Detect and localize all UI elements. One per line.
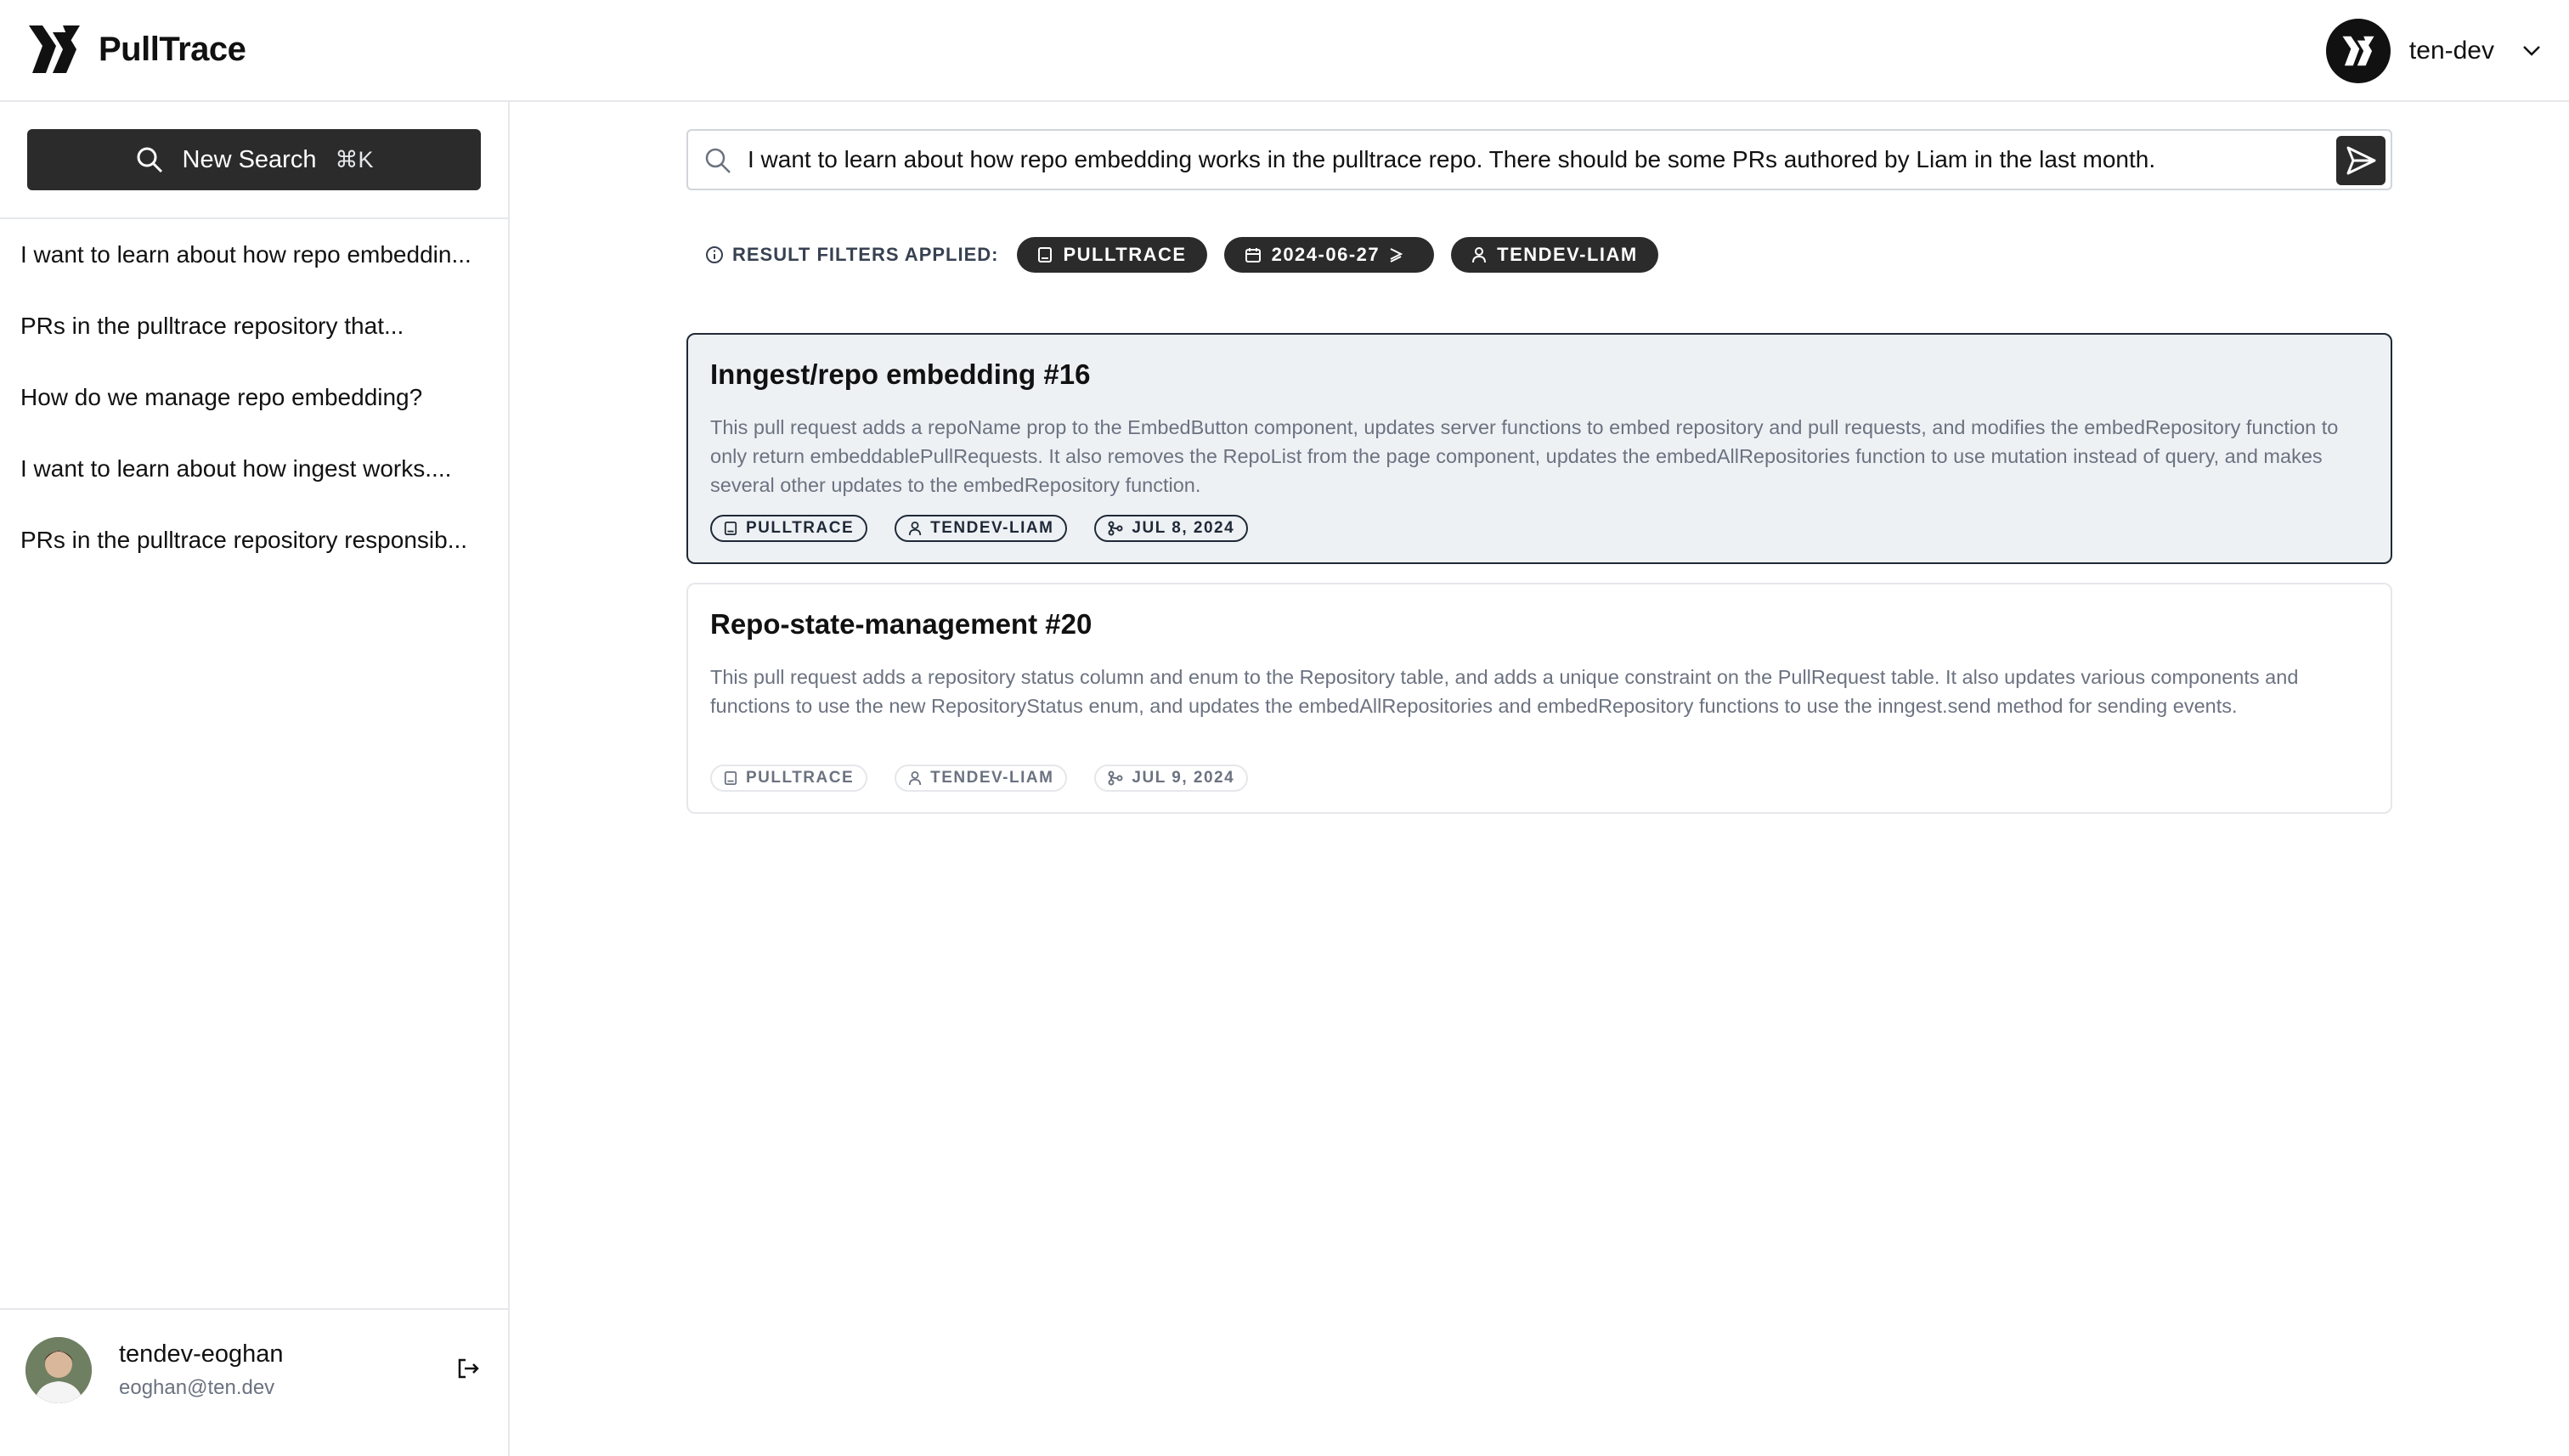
search-icon xyxy=(703,146,732,175)
tag-repo xyxy=(710,515,867,542)
result-tags xyxy=(710,765,1275,792)
tag-label: PULLTRACE xyxy=(746,519,855,537)
search-icon xyxy=(135,145,164,174)
history-item[interactable]: PRs in the pulltrace repository responsib... xyxy=(20,527,468,553)
search-history-list xyxy=(0,219,508,576)
result-filters xyxy=(705,236,1675,274)
new-search-label: New Search xyxy=(182,145,317,173)
pulltrace-logo-icon xyxy=(25,22,83,76)
filter-chip-author[interactable] xyxy=(1451,237,1658,273)
logout-icon[interactable] xyxy=(455,1356,481,1381)
account-name: ten-dev xyxy=(2408,37,2494,65)
tag-author xyxy=(895,765,1067,792)
history-item[interactable]: I want to learn about how ingest works.... xyxy=(20,455,452,482)
filter-chip-repo[interactable] xyxy=(1017,237,1206,273)
tag-author xyxy=(895,515,1067,542)
filters-label xyxy=(705,244,998,266)
result-tags xyxy=(710,515,1275,542)
user-profile xyxy=(0,1308,508,1456)
filters-label-text: RESULT FILTERS APPLIED: xyxy=(732,244,999,265)
result-description: This pull request adds a repository status column and enum to the Repository table, and adds a unique constraint on the PullRequest table. It also updates various components and functions to use the new RepositoryStatus enum, and updates the embedAllRepositories and embedRepository functions to use the inngest.send method for sending events. xyxy=(710,666,2299,717)
user-icon xyxy=(1471,246,1487,263)
result-card[interactable] xyxy=(686,583,2392,814)
account-avatar xyxy=(2326,19,2391,83)
user-email: eoghan@ten.dev xyxy=(119,1376,275,1399)
chevron-down-icon[interactable] xyxy=(2520,39,2544,63)
tag-merge-date xyxy=(1094,765,1248,792)
send-icon xyxy=(2344,144,2378,178)
sidebar xyxy=(0,102,510,1456)
tag-label: JUL 9, 2024 xyxy=(1132,769,1235,787)
user-name: tendev-eoghan xyxy=(119,1340,284,1368)
tag-merge-date xyxy=(1094,515,1248,542)
history-item[interactable]: How do we manage repo embedding? xyxy=(20,384,423,410)
tag-label: TENDEV-LIAM xyxy=(930,769,1054,787)
git-merge-icon xyxy=(1108,521,1123,536)
new-search-button[interactable] xyxy=(27,129,481,190)
repo-icon xyxy=(724,521,737,536)
top-header xyxy=(0,0,2569,102)
result-title[interactable]: Repo-state-management #20 xyxy=(710,608,1093,640)
search-input[interactable] xyxy=(686,129,2392,190)
search-query-text[interactable]: I want to learn about how repo embedding works in the pulltrace repo. There should be some PRs authored by Liam in the last month. xyxy=(748,146,2156,172)
tag-repo xyxy=(710,765,867,792)
app-logo[interactable] xyxy=(25,22,246,76)
repo-icon xyxy=(1037,246,1053,263)
filter-chip-label: 2024-06-27 xyxy=(1271,244,1380,265)
user-avatar xyxy=(25,1337,92,1403)
new-search-shortcut: ⌘K xyxy=(335,146,374,172)
result-title[interactable]: Inngest/repo embedding #16 xyxy=(710,358,1091,390)
tag-label: PULLTRACE xyxy=(746,769,855,787)
account-switcher[interactable] xyxy=(2326,17,2544,85)
repo-icon xyxy=(724,770,737,786)
info-icon xyxy=(705,245,724,264)
greater-equal-icon xyxy=(1388,246,1403,263)
filter-chip-date[interactable] xyxy=(1224,237,1435,273)
git-merge-icon xyxy=(1108,770,1123,786)
result-card[interactable] xyxy=(686,333,2392,564)
history-item[interactable]: I want to learn about how repo embeddin... xyxy=(20,241,471,268)
tag-label: JUL 8, 2024 xyxy=(1132,519,1235,537)
pulltrace-logo-icon xyxy=(2340,34,2376,68)
calendar-icon xyxy=(1245,246,1262,263)
user-icon xyxy=(908,521,922,536)
history-item[interactable]: PRs in the pulltrace repository that... xyxy=(20,313,404,339)
user-icon xyxy=(908,770,922,786)
filter-chip-label: TENDEV-LIAM xyxy=(1497,244,1638,265)
tag-label: TENDEV-LIAM xyxy=(930,519,1054,537)
filter-chip-label: PULLTRACE xyxy=(1063,244,1187,265)
result-description: This pull request adds a repoName prop to the EmbedButton component, updates server functions to embed repository and pull requests, and modifies the embedRepository function to only return embeddablePullRequests. It also removes the RepoList from the page component, updates the embedAllRepositories function to use mutation instead of query, and makes several other updates to the embedRepository function. xyxy=(710,416,2339,496)
send-button[interactable] xyxy=(2336,136,2386,185)
app-name: PullTrace xyxy=(99,30,246,68)
